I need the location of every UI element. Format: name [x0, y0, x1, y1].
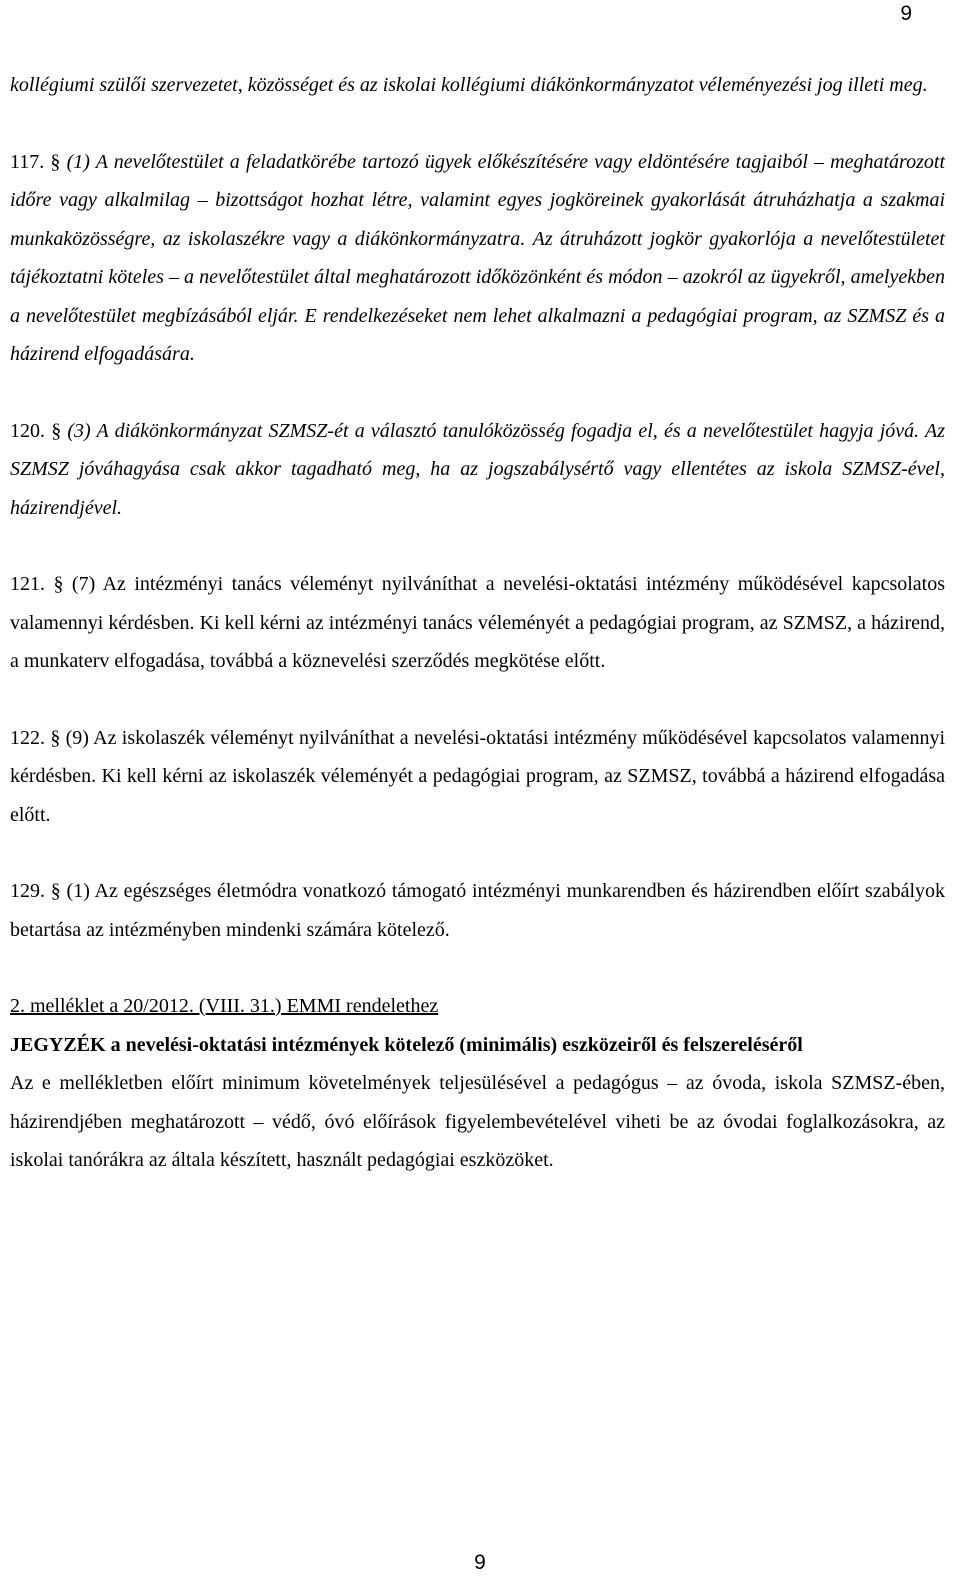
section-120-text: (3) A diákönkormányzat SZMSZ-ét a választó tanulóközösség fogadja el, és a nevelőtestület hagyja jóvá. Az SZMSZ jóváhagyása csak akkor tagadható meg, ha az jogszabálysértő vagy ellentétes az iskola SZMSZ-ével, házirendjével.: [10, 419, 945, 519]
annex-body: Az e mellékletben előírt minimum követelmények teljesülésével a pedagógus – az óvoda, iskola SZMSZ-ében, házirendjében meghatározott – védő, óvó előírások figyelembevételével viheti be az óvodai foglalkozásokra, az iskolai tanórákra az általa készített, használt pedagógiai eszközöket.: [10, 1072, 945, 1171]
section-sign: §: [50, 880, 61, 902]
section-sign: §: [50, 150, 61, 173]
intro-paragraph: kollégiumi szülői szervezetet, közösséget és az iskolai kollégiumi diákönkormányzatot véleményezési jog illeti meg.: [10, 74, 928, 96]
section-129: [10, 872, 945, 949]
page-number-top: 9: [900, 2, 912, 25]
section-122-text: (9) Az iskolaszék véleményt nyilváníthat a nevelési-oktatási intézmény működésével kapcsolatos valamennyi kérdésben. Ki kell kérni az iskolaszék véleményét a pedagógiai program, az SZMSZ, továbbá a házirend elfogadása előtt.: [10, 726, 946, 826]
section-117: [10, 143, 945, 374]
section-121: [10, 565, 945, 681]
annex-heading: JEGYZÉK a nevelési-oktatási intézmények kötelező (minimális) eszközeiről és felszereléséről: [10, 1033, 803, 1056]
section-120: [10, 412, 945, 528]
document-body: [10, 66, 945, 1180]
section-117-text: Az átruházott jogkör gyakorlója a nevelőtestületet tájékoztatni köteles – a nevelőtestület által meghatározott időközönként és módon – azokról az ügyekről, amelyekben a nevelőtestület megbízásából eljár. E rendelkezéseket nem lehet alkalmazni a pedagógiai program, az SZMSZ és a házirend elfogadására.: [10, 227, 945, 365]
section-121-text: (7) Az intézményi tanács véleményt nyilváníthat a nevelési-oktatási intézmény működésével kapcsolatos valamennyi kérdésben. Ki kell kérni az intézményi tanács véleményét a pedagógiai program, az SZMSZ, a házirend, a munkaterv elfogadása, továbbá a köznevelési szerződés megkötése előtt.: [10, 573, 945, 672]
section-sign: §: [51, 419, 62, 442]
section-sign: §: [50, 726, 61, 749]
section-122: [10, 719, 945, 835]
section-number: 117.: [10, 150, 45, 173]
section-number: 121.: [10, 573, 45, 595]
section-sign: §: [53, 573, 64, 595]
page-number-bottom: 9: [474, 1551, 486, 1574]
annex-title: [10, 987, 945, 1026]
section-number: 129.: [10, 880, 45, 902]
section-number: 122.: [10, 726, 45, 749]
section-129-text: (1) Az egészséges életmódra vonatkozó támogató intézményi munkarendben és házirendben előírt szabályok betartása az intézményben mindenki számára kötelező.: [10, 880, 946, 941]
section-117-italic-text: (1) A nevelőtestület a feladatkörébe tartozó ügyek előkészítésére vagy eldöntésére tagjaiból – meghatározott időre vagy alkalmilag – bizottságot hozhat létre, valamint egyes jogköreinek gyakorlását átruházhatja a szakmai munkaközösségre, az iskolaszékre vagy a diákönkormányzatra.: [10, 150, 945, 250]
section-number: 120.: [10, 419, 45, 442]
annex-title-text: 2. melléklet a 20/2012. (VIII. 31.) EMMI rendelethez: [10, 995, 439, 1017]
